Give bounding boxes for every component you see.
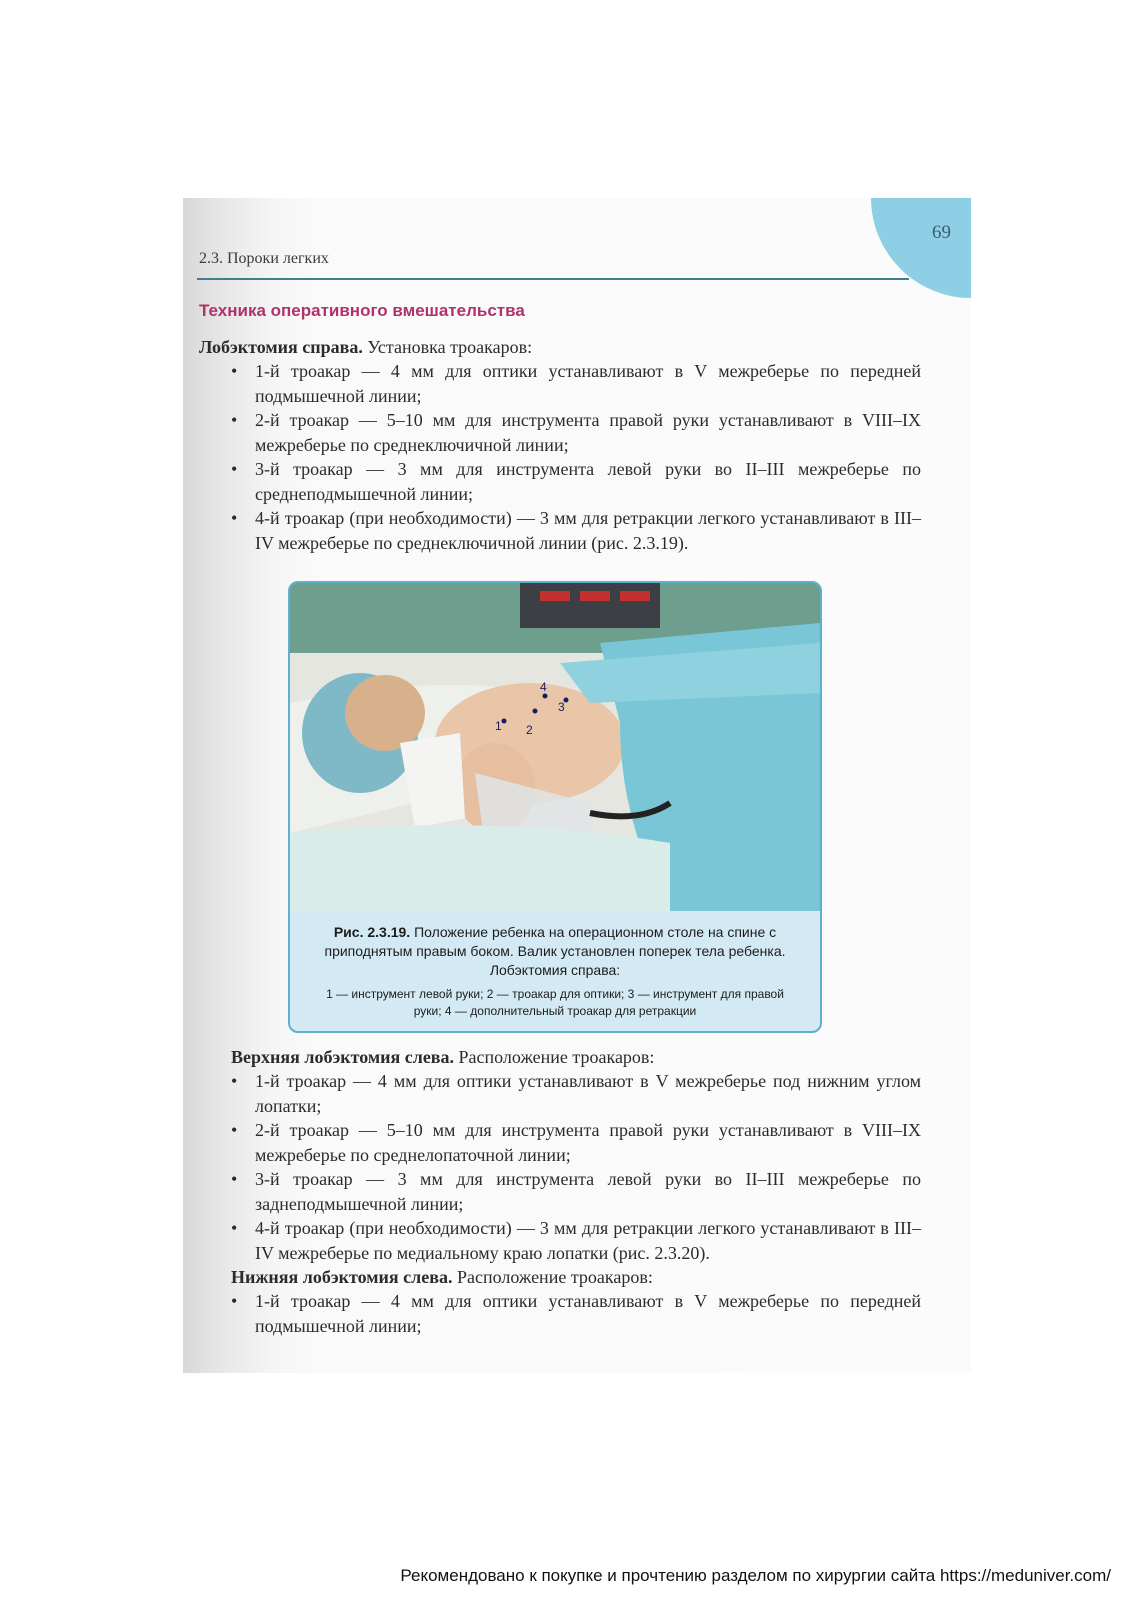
lower-left-lobectomy-title: Нижняя лобэктомия слева. <box>231 1267 453 1287</box>
upper-left-lobectomy-intro: Расположение троакаров: <box>458 1047 655 1067</box>
marker-1: 1 <box>495 719 502 733</box>
book-page <box>183 198 971 1373</box>
right-lobectomy-list <box>231 359 921 555</box>
page-number: 69 <box>932 222 951 243</box>
marker-2: 2 <box>526 723 533 737</box>
list-item: • 1-й троакар — 4 мм для оптики устанавливают в V межреберье по передней подмышечной линии; <box>231 1289 921 1338</box>
figure-2-3-19 <box>288 581 822 1033</box>
list-item: • 3-й троакар — 3 мм для инструмента левой руки во II–III межреберье по заднеподмышечной линии; <box>231 1167 921 1216</box>
section-title: Техника оперативного вмешательства <box>199 301 525 320</box>
footer-note: Рекомендовано к покупке и прочтению разделом по хирургии сайта https://meduniver.com/ <box>400 1566 1111 1585</box>
upper-left-lobectomy-list <box>231 1069 921 1265</box>
surgery-photo <box>290 583 820 911</box>
right-lobectomy-intro: Установка троакаров: <box>367 337 533 357</box>
list-item: • 2-й троакар — 5–10 мм для инструмента правой руки устанавливают в VIII–IX межреберье по среднелопаточной линии; <box>231 1118 921 1167</box>
list-item: • 1-й троакар — 4 мм для оптики устанавливают в V межреберье по передней подмышечной линии; <box>231 359 921 408</box>
lower-left-lobectomy-list <box>231 1289 921 1338</box>
page-corner-tab <box>871 198 971 298</box>
figure-caption <box>290 911 820 1031</box>
lower-left-lobectomy-lead <box>231 1265 653 1289</box>
list-item: • 2-й троакар — 5–10 мм для инструмента правой руки устанавливают в VIII–IX межреберье по среднеключичной линии; <box>231 408 921 457</box>
right-lobectomy-lead <box>199 335 532 359</box>
marker-4: 4 <box>540 680 547 694</box>
caption-legend: 1 — инструмент левой руки; 2 — троакар для оптики; 3 — инструмент для правой руки; 4 — дополнительный троакар для ретракции <box>326 987 784 1018</box>
caption-text: Положение ребенка на операционном столе на спине с приподнятым правым боком. Валик установлен поперек тела ребенка. Лобэктомия справа: <box>324 924 786 978</box>
list-item: • 4-й троакар (при необходимости) — 3 мм для ретракции легкого устанавливают в III–IV межреберье по среднеключичной линии (рис. 2.3.19). <box>231 506 921 555</box>
list-item: • 4-й троакар (при необходимости) — 3 мм для ретракции легкого устанавливают в III–IV межреберье по медиальному краю лопатки (рис. 2.3.20). <box>231 1216 921 1265</box>
surgery-photo-illustration <box>290 583 820 911</box>
list-item: • 1-й троакар — 4 мм для оптики устанавливают в V межреберье под нижним углом лопатки; <box>231 1069 921 1118</box>
running-head: 2.3. Пороки легких <box>199 250 329 267</box>
marker-3: 3 <box>558 700 565 714</box>
right-lobectomy-title: Лобэктомия справа. <box>199 337 363 357</box>
list-item: • 3-й троакар — 3 мм для инструмента левой руки во II–III межреберье по среднеподмышечной линии; <box>231 457 921 506</box>
header-rule <box>197 278 909 280</box>
upper-left-lobectomy-lead <box>231 1045 654 1069</box>
lower-left-lobectomy-intro: Расположение троакаров: <box>456 1267 653 1287</box>
caption-label: Рис. 2.3.19. <box>333 924 411 940</box>
upper-left-lobectomy-title: Верхняя лобэктомия слева. <box>231 1047 455 1067</box>
